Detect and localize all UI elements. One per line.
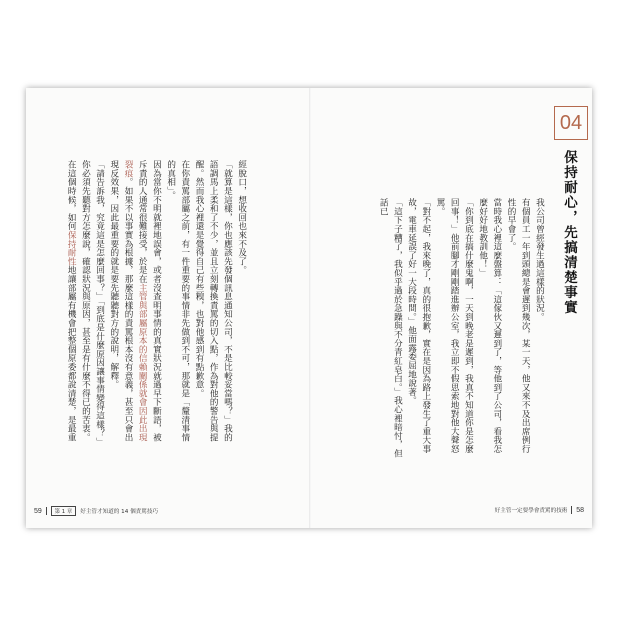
chapter-number: 04 bbox=[559, 111, 583, 134]
left-body-part: 地讓部屬有機會把整個原委都說清楚，是最重 bbox=[66, 265, 77, 442]
section-title: 保持耐心，先搞清楚事實 bbox=[561, 150, 577, 315]
footer-divider bbox=[46, 507, 47, 515]
left-footer-text: 好主管才知道的 14 個責罵技巧 bbox=[80, 509, 159, 515]
book-spread bbox=[26, 88, 592, 528]
right-footer-text: 好主管一定要學會責罵的技術 bbox=[494, 508, 568, 514]
left-page-number: 59 bbox=[34, 507, 42, 515]
right-page-body: 我公司曾經發生過這樣的狀況。 有個員工一年到頭總是會遲到幾次，某一天，他又來不及出席例行性的早會了。 當時我心裡這麼盤算：「這傢伙又遲到了，等他到了公司，看我怎麼好好地教訓他！」 「你到底在搞什麼鬼啊，一天到晚老是遲到，我真不知道你是怎麼回事！」他前腳才剛剛踏進辦公室，我立即不假思索地對他大聲怒罵。 「對不起，我來晚了，真的很抱歉，實在是因為路上發生了重大事故，電車延誤了好一大段時間。」他面露委屈地說著。 「這下子糟了，我似乎過於急躁與不分青紅皂白。」我心裡暗忖，但話已 bbox=[378, 198, 545, 458]
left-page-body bbox=[64, 160, 263, 450]
left-body-highlight: 主管與部屬原本的信賴關係就會因此出現裂痕 bbox=[123, 160, 148, 442]
right-page-footer bbox=[495, 506, 584, 514]
right-page-number: 58 bbox=[576, 506, 584, 514]
chapter-number-box bbox=[554, 106, 588, 140]
left-body-part: 經脫口，想收回也來不及了。 「就算是這樣，你也應該先發個訊息通知公司，不是比較妥當嗎？」我的語調馬上柔和了不少，並且立刻轉換責罵的切入點，作為對他的警告與提醒。然而我心裡還是覺得自己有些糗，也對他感到有點歉意。 在你責罵部屬之前，有一件重要的事情非先做到不可，那就是「釐清事情的真相」。 因為當你不明就裡地誤會，或者沒查明事情的真實狀況就過早下斷語，被斥責的人通常很難接受，於是在 bbox=[137, 160, 247, 442]
footer-divider bbox=[571, 506, 572, 514]
left-body-part: 。如果不以事實為根據，那麼這樣的責罵根本沒有意義，甚至只會出現反效果，因此最重要的就是要先聽聽對方的說明，解釋。 「請告訴我，究竟這是怎麼回事？」「到底是什麼原因讓事情變得這樣？」你必須先聽對方怎麼說，確認狀況與原因，甚至是有什麼不得已的苦衷。 在這個時候，如何 bbox=[66, 160, 134, 447]
left-body-highlight: 保持耐性 bbox=[66, 230, 77, 266]
left-page-footer bbox=[34, 506, 158, 516]
page-fold bbox=[309, 88, 311, 528]
chapter-tag: 第 1 章 bbox=[51, 506, 77, 516]
